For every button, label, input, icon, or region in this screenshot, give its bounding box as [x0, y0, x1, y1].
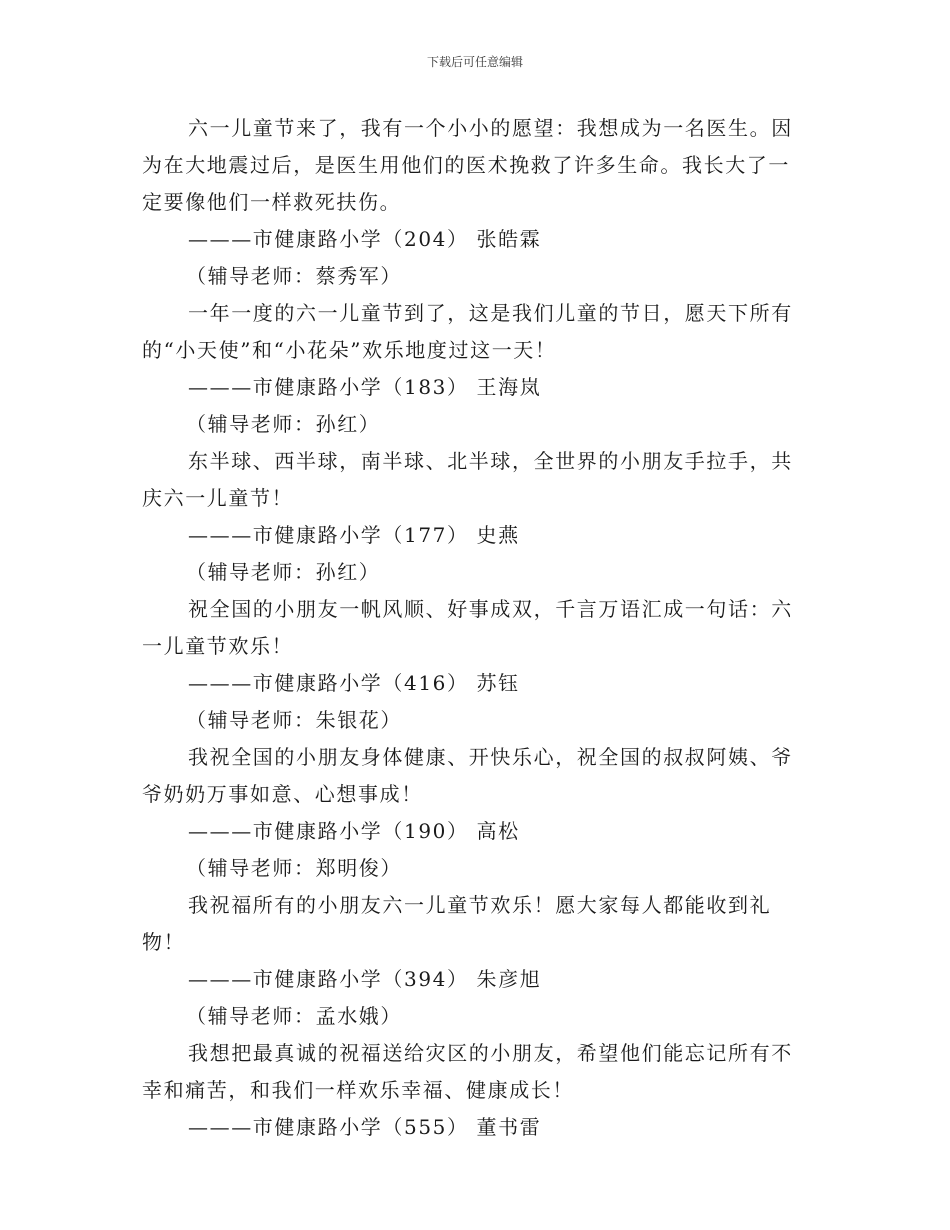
paragraph: 我祝全国的小朋友身体健康、开快乐心，祝全国的叔叔阿姨、爷爷奶奶万事如意、心想事成！: [142, 745, 793, 806]
signature: ———市健康路小学（416） 苏钰: [188, 671, 520, 695]
paragraph: 我祝福所有的小朋友六一儿童节欢乐！愿大家每人都能收到礼物！: [142, 893, 772, 954]
paragraph: 东半球、西半球，南半球、北半球，全世界的小朋友手拉手，共庆六一儿童节！: [142, 449, 793, 510]
paragraph: 祝全国的小朋友一帆风顺、好事成双，千言万语汇成一句话：六一儿童节欢乐！: [142, 597, 793, 658]
teacher-note: （辅导老师：孙红）: [186, 412, 381, 436]
teacher-note: （辅导老师：蔡秀军）: [186, 264, 402, 288]
document-body: [142, 110, 807, 1146]
teacher-note: （辅导老师：孙红）: [186, 560, 381, 584]
page-header: 下载后可任意编辑: [426, 55, 523, 69]
teacher-note: （辅导老师：朱银花）: [186, 708, 402, 732]
paragraph: 我想把最真诚的祝福送给灾区的小朋友，希望他们能忘记所有不幸和痛苦，和我们一样欢乐幸福、健康成长！: [142, 1041, 793, 1102]
signature: ———市健康路小学（204） 张皓霖: [188, 227, 542, 251]
signature: ———市健康路小学（177） 史燕: [188, 523, 520, 547]
teacher-note: （辅导老师：孟水娥）: [186, 1004, 402, 1028]
signature: ———市健康路小学（555） 董书雷: [188, 1115, 542, 1139]
signature: ———市健康路小学（183） 王海岚: [188, 375, 542, 399]
signature: ———市健康路小学（394） 朱彦旭: [188, 967, 542, 991]
paragraph: 一年一度的六一儿童节到了，这是我们儿童的节日，愿天下所有的“小天使”和“小花朵”欢乐地度过这一天！: [142, 301, 793, 362]
paragraph: 六一儿童节来了，我有一个小小的愿望：我想成为一名医生。因为在大地震过后，是医生用他们的医术挽救了许多生命。我长大了一定要像他们一样救死扶伤。: [142, 116, 793, 214]
signature: ———市健康路小学（190） 高松: [188, 819, 520, 843]
teacher-note: （辅导老师：郑明俊）: [186, 856, 402, 880]
